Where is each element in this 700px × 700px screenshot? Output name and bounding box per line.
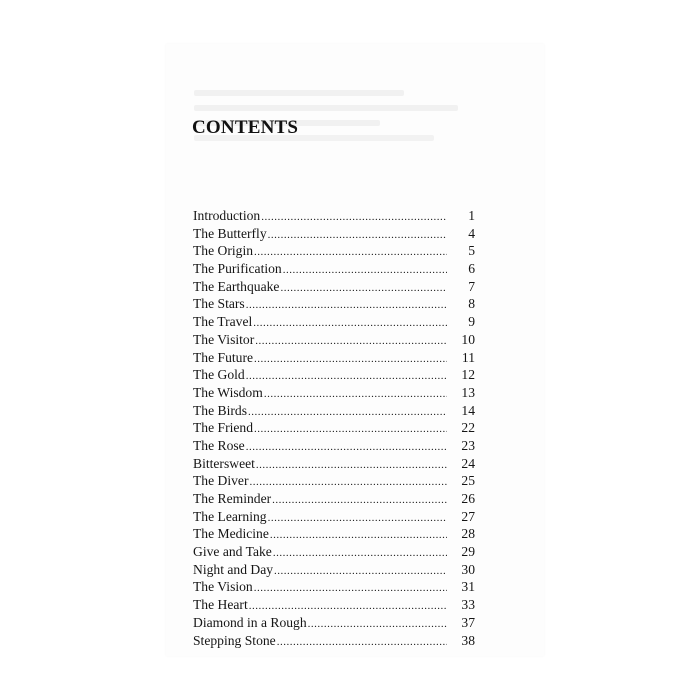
toc-entry — [193, 384, 475, 402]
dot-leader — [254, 351, 447, 367]
toc-entry — [193, 508, 475, 526]
toc-entry-title: Stepping Stone — [193, 632, 276, 648]
toc-entry-title: The Friend — [193, 420, 254, 436]
dot-leader — [268, 227, 447, 243]
dot-leader — [253, 315, 447, 331]
toc-entry — [193, 349, 475, 367]
toc-entry-page-number: 27 — [461, 508, 475, 524]
dot-leader — [264, 386, 447, 402]
toc-entry-title: The Vision — [193, 579, 253, 595]
dot-leader — [255, 333, 447, 349]
dot-leader — [246, 368, 447, 384]
toc-entry — [193, 632, 475, 650]
toc-entry-page-number: 13 — [461, 384, 475, 400]
toc-entry-page-number: 31 — [461, 579, 475, 595]
toc-entry-title: The Rose — [193, 437, 245, 453]
toc-entry-title: The Future — [193, 349, 254, 365]
toc-entry — [193, 561, 475, 579]
toc-entry-page-number: 25 — [461, 473, 475, 489]
toc-entry-page-number: 22 — [461, 420, 475, 436]
dot-leader — [270, 527, 447, 543]
toc-entry — [193, 437, 475, 455]
toc-entry-title: The Visitor — [193, 331, 255, 347]
toc-entry-page-number: 1 — [468, 208, 475, 223]
dot-leader — [273, 545, 447, 561]
dot-leader — [283, 262, 447, 278]
toc-entry-page-number: 7 — [468, 278, 475, 294]
toc-entry-title: The Origin — [193, 243, 254, 259]
toc-entry-title: The Earthquake — [193, 278, 280, 294]
dot-leader — [277, 634, 447, 650]
toc-entry-title: The Medicine — [193, 526, 269, 542]
toc-entry — [193, 614, 475, 632]
toc-entry-title: The Stars — [193, 296, 245, 312]
toc-entry-title: The Reminder — [193, 491, 272, 506]
toc-entry — [193, 313, 475, 331]
dot-leader — [246, 439, 447, 455]
toc-entry — [193, 543, 475, 561]
toc-entry — [193, 402, 475, 420]
toc-entry-page-number: 28 — [461, 526, 475, 542]
toc-entry — [193, 278, 475, 296]
toc-entry-page-number: 4 — [468, 225, 475, 241]
book-page — [166, 44, 544, 656]
toc-entry — [193, 525, 475, 543]
toc-entry-page-number: 14 — [461, 402, 475, 418]
dot-leader — [280, 280, 447, 296]
toc-entry-page-number: 24 — [461, 455, 475, 471]
toc-entry-title: The Birds — [193, 402, 247, 418]
toc-entry — [193, 295, 475, 313]
toc-entry-page-number: 9 — [468, 314, 475, 330]
dot-leader — [248, 404, 447, 420]
dot-leader — [246, 297, 447, 313]
toc-entry-title: The Diver — [193, 473, 249, 489]
toc-entry-title: Diamond in a Rough — [193, 614, 307, 630]
toc-entry-title: The Butterfly — [193, 225, 267, 241]
toc-entry — [193, 331, 475, 349]
dot-leader — [249, 598, 447, 614]
toc-entry-title: The Gold — [193, 367, 245, 383]
toc-entry — [193, 455, 475, 473]
toc-entry-page-number: 30 — [461, 561, 475, 577]
toc-entry-page-number: 29 — [461, 544, 475, 560]
dot-leader — [272, 492, 447, 508]
toc-entry-page-number: 6 — [468, 261, 475, 277]
toc-entry-page-number: 12 — [461, 367, 475, 383]
toc-entry — [193, 225, 475, 243]
dot-leader — [274, 563, 447, 579]
toc-entry-title: The Learning — [193, 508, 267, 524]
toc-entry-page-number: 33 — [461, 597, 475, 613]
toc-entry-page-number: 23 — [461, 437, 475, 453]
toc-entry — [193, 596, 475, 614]
toc-entry — [193, 242, 475, 260]
toc-entry — [193, 472, 475, 490]
toc-entry-title: The Purification — [193, 261, 282, 277]
toc-entry-page-number: 37 — [461, 614, 475, 630]
toc-entry-title: The Wisdom — [193, 384, 263, 400]
toc-entry-title: Bittersweet — [193, 455, 255, 471]
toc-entry — [193, 578, 475, 596]
toc-entry-title: Give and Take — [193, 544, 272, 560]
toc-entry-title: The Heart — [193, 597, 248, 613]
dot-leader — [256, 457, 447, 473]
toc-entry-page-number: 8 — [468, 296, 475, 312]
toc-entry-page-number: 10 — [461, 331, 475, 347]
toc-entry-page-number: 26 — [461, 491, 475, 506]
toc-entry-title: The Travel — [193, 314, 253, 330]
dot-leader — [261, 209, 447, 225]
dot-leader — [254, 580, 447, 596]
toc-entry — [193, 207, 475, 225]
page-title: CONTENTS — [192, 117, 299, 138]
toc-entry — [193, 260, 475, 278]
dot-leader — [249, 474, 447, 490]
dot-leader — [254, 421, 447, 437]
toc-entry-page-number: 11 — [461, 349, 475, 365]
dot-leader — [308, 616, 447, 632]
toc-entry-page-number: 5 — [468, 243, 475, 259]
toc-entry — [193, 490, 475, 508]
toc-entry-title: Night and Day — [193, 561, 274, 577]
table-of-contents — [193, 207, 475, 649]
dot-leader — [268, 510, 447, 526]
toc-entry-page-number: 38 — [461, 632, 475, 648]
toc-entry-title: Introduction — [193, 208, 261, 223]
dot-leader — [254, 244, 447, 260]
toc-entry — [193, 366, 475, 384]
toc-entry — [193, 419, 475, 437]
